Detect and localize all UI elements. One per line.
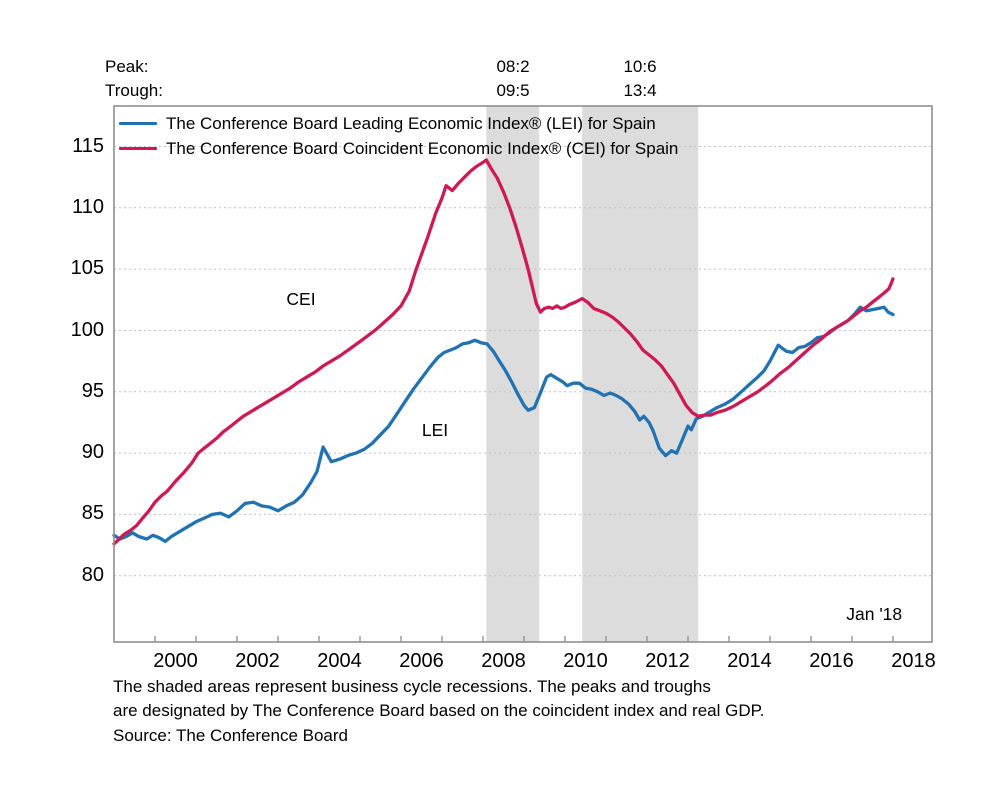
footnote-line1: The shaded areas represent business cycle recessions. The peaks and troughs (113, 677, 711, 696)
x-tick-label: 2004 (317, 650, 362, 672)
cei-line-swatch (119, 147, 157, 151)
annotation-lei: LEI (421, 420, 449, 441)
peak-label: Peak: (105, 57, 149, 76)
annotation-jan-18: Jan '18 (846, 604, 903, 625)
trough-label: Trough: (105, 81, 163, 100)
legend-item-cei (119, 136, 678, 161)
y-tick-label: 115 (72, 134, 104, 157)
x-tick-label: 2014 (727, 650, 772, 672)
footnote-line3: Source: The Conference Board (113, 726, 348, 745)
x-tick-label: 2018 (891, 650, 936, 672)
legend (119, 111, 678, 161)
recession-band (486, 106, 539, 642)
y-tick-label: 95 (81, 379, 104, 402)
recession2-trough-date: 13:4 (623, 81, 657, 100)
x-tick-label: 2006 (399, 650, 444, 672)
x-tick-label: 2016 (809, 650, 854, 672)
legend-label-lei: The Conference Board Leading Economic Index® (LEI) for Spain (166, 113, 656, 133)
x-tick-label: 2012 (645, 650, 690, 672)
x-tick-label: 2008 (481, 650, 526, 672)
x-tick-label: 2000 (153, 650, 198, 672)
y-tick-label: 90 (81, 441, 104, 464)
annotation-cei: CEI (286, 288, 316, 309)
recession-band (582, 106, 698, 642)
legend-item-lei (119, 111, 678, 136)
y-tick-label: 100 (70, 318, 104, 341)
footnote-line2: are designated by The Conference Board based on the coincident index and real GDP. (113, 701, 765, 720)
x-tick-label: 2010 (563, 650, 608, 672)
recession2-peak-date: 10:6 (623, 57, 657, 76)
lei-line-swatch (119, 122, 157, 126)
legend-label-cei: The Conference Board Coincident Economic Index® (CEI) for Spain (166, 138, 679, 158)
y-tick-label: 80 (81, 563, 104, 586)
y-tick-label: 105 (70, 257, 104, 280)
y-tick-label: 85 (81, 502, 104, 525)
recession1-trough-date: 09:5 (496, 81, 530, 100)
x-tick-label: 2002 (235, 650, 280, 672)
y-tick-label: 110 (72, 195, 104, 218)
recession1-peak-date: 08:2 (496, 57, 530, 76)
